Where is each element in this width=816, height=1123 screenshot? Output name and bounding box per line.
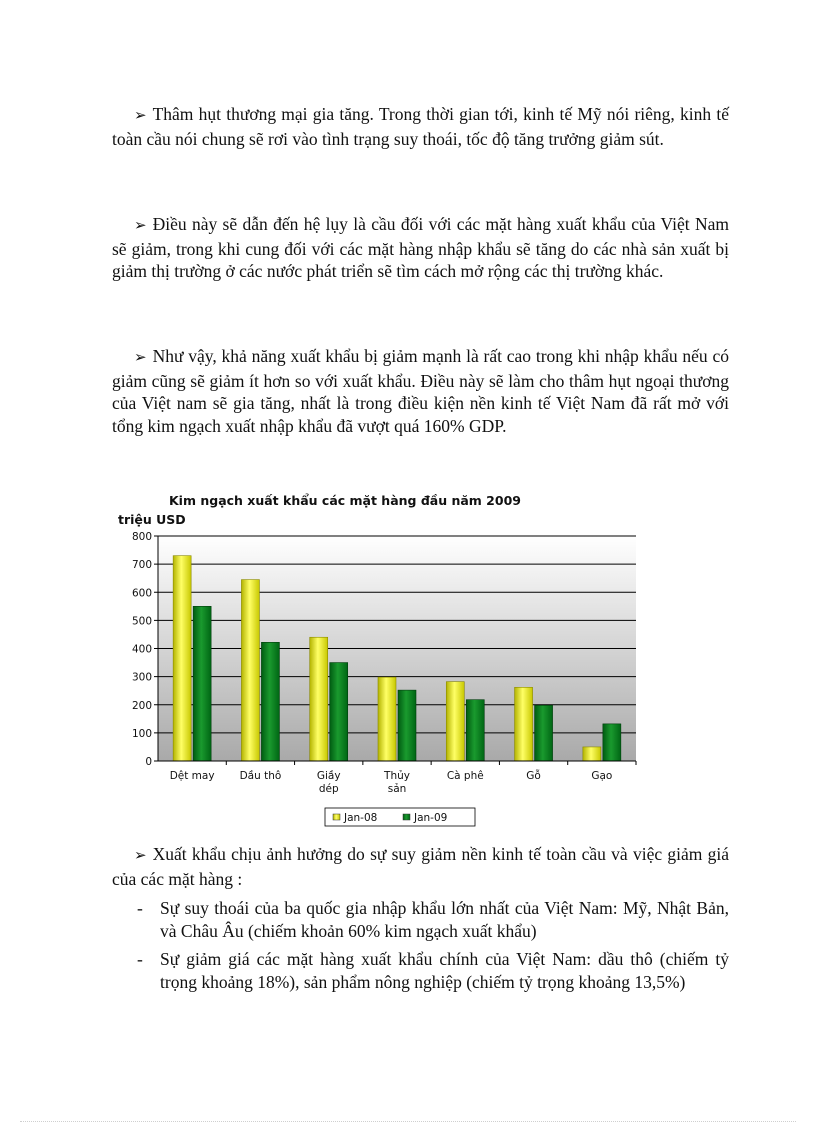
x-tick-label: Dệt may: [169, 770, 215, 782]
arrow-bullet-icon: ➢: [134, 350, 147, 366]
paragraph-1: [112, 103, 729, 150]
paragraph-3-text: Như vậy, khả năng xuất khẩu bị giảm mạnh là rất cao trong khi nhập khẩu nếu có giảm cũng sẽ giảm ít hơn so với xuất khẩu. Điều này sẽ làm cho thâm hụt ngoại thương của Việt nam sẽ gia tăng, nhất là trong điều kiện nền kinh tế Việt Nam đã rất mở với tổng kim ngạch xuất nhập khẩu đã vượt quá 160% GDP.: [112, 346, 729, 436]
dash-bullet-icon: -: [137, 949, 143, 969]
bar-jan-08-2: [241, 580, 259, 761]
bar-jan-08-6: [515, 687, 533, 761]
arrow-bullet-icon: ➢: [134, 218, 147, 234]
bar-jan-08-1: [173, 556, 191, 761]
bar-jan-09-3: [330, 663, 348, 761]
x-tick-label: Gỗ: [526, 770, 541, 782]
y-tick-label: 0: [145, 756, 152, 768]
y-tick-label: 500: [131, 615, 152, 628]
paragraph-3: [112, 345, 729, 437]
dash-bullet-icon: -: [137, 898, 143, 918]
y-tick-label: 100: [131, 727, 152, 740]
legend-swatch-jan-09: [403, 814, 410, 820]
legend-label-jan-09: Jan-09: [414, 812, 448, 824]
x-tick-label: Cà phê: [446, 770, 484, 782]
y-tick-label: 400: [131, 643, 152, 656]
paragraph-4: [112, 843, 729, 890]
bar-jan-09-6: [535, 705, 553, 761]
list-item-text: Sự suy thoái của ba quốc gia nhập khẩu lớn nhất của Việt Nam: Mỹ, Nhật Bản, và Châu Âu (chiếm khoản 60% kim ngạch xuất khẩu): [160, 898, 729, 941]
arrow-bullet-icon: ➢: [134, 108, 147, 124]
list-item-text: Sự giảm giá các mặt hàng xuất khẩu chính của Việt Nam: dầu thô (chiếm tỷ trọng khoảng 18%), sản phẩm nông nghiệp (chiếm tỷ trọng khoảng 13,5%): [160, 949, 729, 992]
paragraph-1-text: Thâm hụt thương mại gia tăng. Trong thời gian tới, kinh tế Mỹ nói riêng, kinh tế toàn cầu nói chung sẽ rơi vào tình trạng suy thoái, tốc độ tăng trưởng giảm sút.: [112, 104, 729, 149]
bar-jan-08-7: [583, 747, 601, 761]
legend-swatch-jan-08: [333, 814, 340, 820]
list-item: [112, 897, 729, 942]
y-tick-label: 800: [131, 531, 152, 543]
bar-jan-09-4: [398, 690, 416, 761]
arrow-bullet-icon: ➢: [134, 848, 147, 864]
x-tick-label: sản: [387, 783, 407, 795]
list-item: [112, 948, 729, 993]
paragraph-2-text: Điều này sẽ dẫn đến hệ lụy là cầu đối với các mặt hàng xuất khẩu của Việt Nam sẽ giảm, trong khi cung đối với các mặt hàng nhập khẩu sẽ tăng do các nhà sản xuất bị giảm thị trường ở các nước phát triển sẽ tìm cách mở rộng các thị trường khác.: [112, 214, 729, 281]
paragraph-4-text: Xuất khẩu chịu ảnh hưởng do sự suy giảm nền kinh tế toàn cầu và việc giảm giá của các mặt hàng :: [112, 844, 729, 889]
chart-title: Kim ngạch xuất khẩu các mặt hàng đầu năm 2009: [169, 493, 521, 508]
bar-jan-08-4: [378, 677, 396, 761]
bar-jan-09-2: [261, 642, 279, 761]
bar-jan-09-5: [466, 700, 484, 761]
x-tick-label: Dầu thô: [239, 770, 282, 782]
bullet-list: [112, 897, 729, 999]
bar-jan-08-3: [310, 637, 328, 761]
bar-jan-08-5: [446, 682, 464, 761]
export-bar-chart: [110, 488, 650, 838]
legend-label-jan-08: Jan-08: [344, 812, 378, 824]
x-tick-label: dép: [318, 783, 339, 795]
x-tick-label: Thủy: [384, 770, 410, 782]
bar-jan-09-1: [193, 606, 211, 761]
y-tick-label: 300: [131, 671, 152, 684]
y-tick-label: 200: [131, 699, 152, 712]
x-tick-label: Gạo: [591, 770, 613, 782]
paragraph-2: [112, 213, 729, 283]
x-tick-label: Giầy: [316, 770, 341, 782]
page-bottom-divider: [20, 1121, 796, 1122]
chart-y-axis-label: triệu USD: [118, 512, 186, 527]
bar-jan-09-7: [603, 724, 621, 761]
chart-legend: [325, 808, 475, 826]
y-tick-label: 700: [131, 559, 152, 572]
y-tick-label: 600: [131, 587, 152, 600]
